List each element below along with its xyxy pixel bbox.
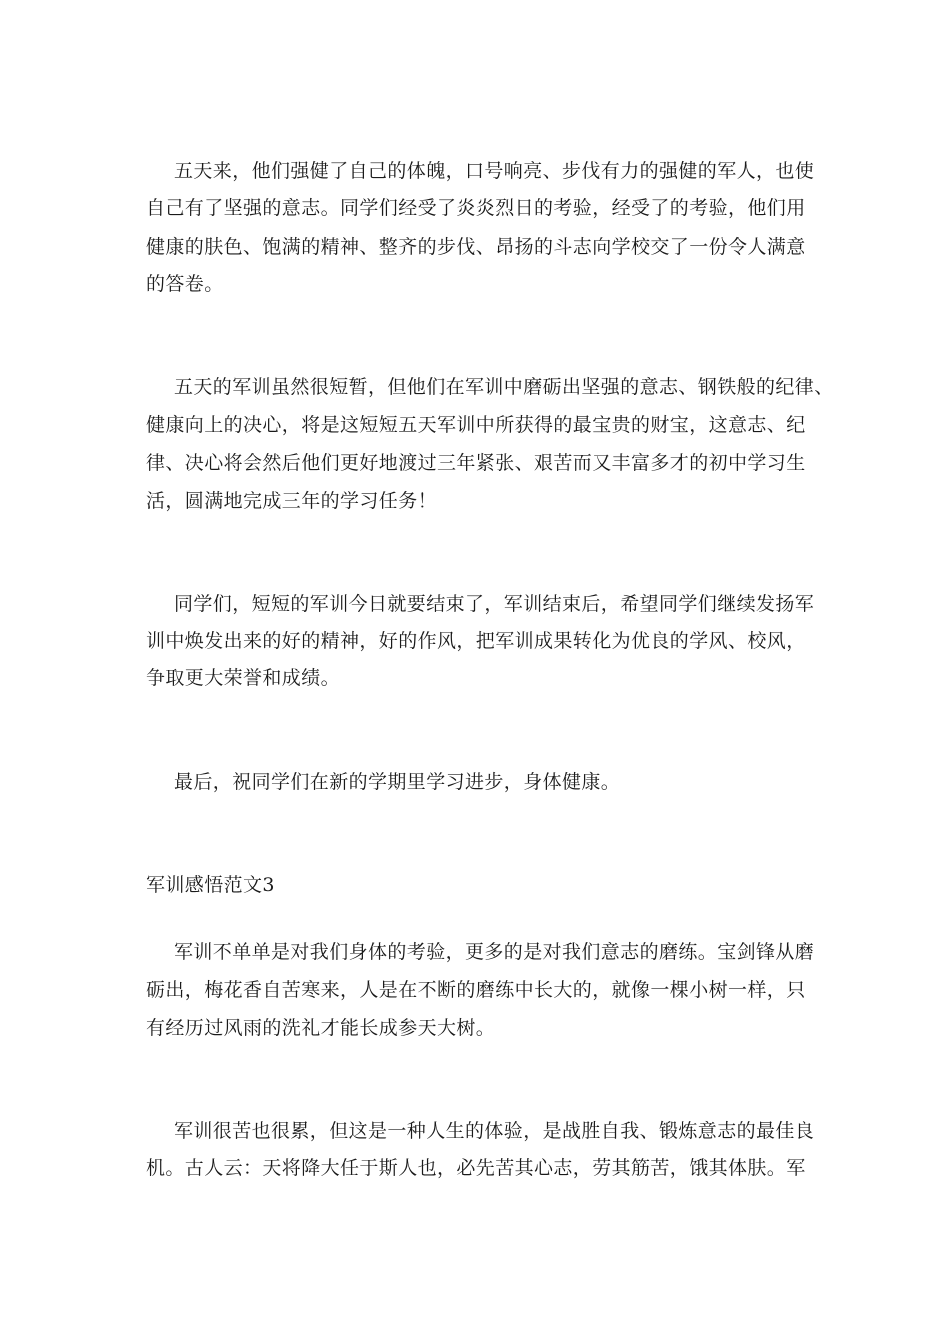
paragraph-1-line-1: 五天来，他们强健了自己的体魄，口号响亮、步伐有力的强健的军人，也使 [174,160,815,182]
paragraph-1-line-4: 的答卷。 [146,273,224,295]
paragraph-6-line-1: 军训很苦也很累，但这是一种人生的体验，是战胜自我、锻炼意志的最佳良 [174,1120,815,1142]
paragraph-3-line-2: 训中焕发出来的好的精神，好的作风，把军训成果转化为优良的学风、校风， [146,630,806,652]
paragraph-2-line-2: 健康向上的决心，将是这短短五天军训中所获得的最宝贵的财宝，这意志、纪 [146,414,806,436]
paragraph-3-line-3: 争取更大荣誉和成绩。 [146,667,341,689]
paragraph-2-line-3: 律、决心将会然后他们更好地渡过三年紧张、艰苦而又丰富多才的初中学习生 [146,452,806,474]
paragraph-6-line-2: 机。古人云：天将降大任于斯人也，必先苦其心志，劳其筋苦，饿其体肤。军 [146,1157,806,1179]
section-heading: 军训感悟范文3 [146,874,275,896]
paragraph-2-line-1: 五天的军训虽然很短暂，但他们在军训中磨砺出坚强的意志、钢铁般的纪律、 [174,376,834,398]
paragraph-5-line-3: 有经历过风雨的洗礼才能长成参天大树。 [146,1017,496,1039]
paragraph-4-line-1: 最后，祝同学们在新的学期里学习进步，身体健康。 [174,771,621,793]
paragraph-1-line-2: 自己有了坚强的意志。同学们经受了炎炎烈日的考验，经受了的考验，他们用 [146,197,806,219]
paragraph-2-line-4: 活，圆满地完成三年的学习任务！ [146,490,438,512]
paragraph-3-line-1: 同学们，短短的军训今日就要结束了，军训结束后，希望同学们继续发扬军 [174,593,815,615]
paragraph-5-line-1: 军训不单单是对我们身体的考验，更多的是对我们意志的磨练。宝剑锋从磨 [174,941,815,963]
paragraph-5-line-2: 砺出，梅花香自苦寒来，人是在不断的磨练中长大的，就像一棵小树一样，只 [146,979,806,1001]
paragraph-1-line-3: 健康的肤色、饱满的精神、整齐的步伐、昂扬的斗志向学校交了一份令人满意 [146,236,806,258]
